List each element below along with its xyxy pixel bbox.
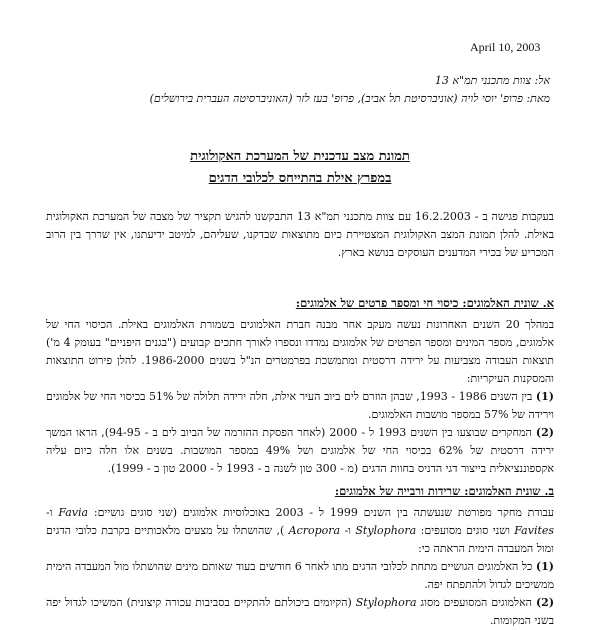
memo-title-line-2: במפרץ אילת בהתייחס לכלובי הדגים bbox=[208, 171, 392, 186]
item-number: (1) bbox=[535, 390, 554, 403]
item-text: האלמוגים המסועפים מסוג bbox=[420, 596, 533, 609]
memo-title-line-1: תמונת מצב עדכנית של המערכת האקולוגית bbox=[190, 149, 410, 164]
item-number: (1) bbox=[535, 560, 555, 573]
item-text: כל האלמוגים הגושיים מתחת לכלובי הדגים מתו לאחר 6 חודשים בעוד שאותם מינים שהושתלו מול המעבדה הימית ממשיכים לגדול ולהתפתח יפה. bbox=[46, 560, 554, 591]
memo-date: April 10, 2003 bbox=[470, 40, 541, 54]
item-text: (הקיומים ביכולתם להתקיים בסביבות עכורה קיצונית) המשיכו לגדול יפה בשני המקומות. bbox=[46, 596, 554, 627]
genus-name: Favia bbox=[58, 506, 89, 519]
genus-name: Acropora bbox=[288, 524, 341, 537]
section-b-text-post: ), שהושתלו על מצעים מלאכותיים בקרבת כלובי הדגים ומול המעבדה הימית הראתה כי: bbox=[46, 524, 554, 555]
genus-name: Stylophora bbox=[355, 524, 417, 537]
section-b-text-pre: עבודת מחקר מפורטת שנעשתה בין השנים 1999 ל - 2003 באוכלוסיות אלמוגים (שני סוגים גושיים: bbox=[93, 506, 554, 519]
section-a-heading: א. שונית האלמוגים: כיסוי חי ומספר פרטים של אלמוגים: bbox=[295, 296, 554, 310]
item-text: המחקרים שבוצעו בין השנים 1993 ל - 2000 (לאחר הפסקת ההזרמה של הביוב לים ב - 94-95), הראו המשך ירידה דרסטית של 62% בכיסוי החי של אלמוגים ושל 49% במספר המושבות. בשנים אלו חלה כיום עליה אקספוננציאלית בייצור דגי הדניס בחוות הדגים (מ - 300 טון לשנה ב - 1993 ל - 2000 טון ב - 1999). bbox=[46, 426, 554, 475]
intro-paragraph: בעקבות פגישה ב - 16.2.2003 עם צוות מתכנני תמ"א 13 התבקשנו להגיש תקציר של מצבה של המערכת האקולוגית באילת. להלן תמונת המצב האקולוגית המצטיירת כיום מתוצאות שבדקנו, שעליהם, למיטב ידיעתנו, אין שררך בין הרוב המכריע של בכירי המדענים העוסקים בנושא בארץ. bbox=[46, 210, 554, 259]
section-a-intro: במהלך 20 השנים האחרונות נעשה מעקב אחר מבנה חברת האלמוגים בשמורת האלמוגים באילת. הכיסוי החי של אלמוגים, מספר המינים ומספר הפרטים של אלמוגים נמדדו ונספרו לאורך חתכים קבועים ("בגנים היפניים" בעומק 4 מ') תוצאות העבודה מצביעות על ירידה דרסטית ומתמשכת בפרמטרים הנ"ל בשנים 1986-2000. להלן פירוט התוצאות והמסקנות העיקריות: bbox=[46, 318, 554, 385]
section-b-intro: עבודת מחקר מפורטת שנעשתה בין השנים 1999 ל - 2003 באוכלוסיות אלמוגים (שני סוגים גושיים: Favia ו- Favites ושני סוגים מסועפים: Stylophora ו- Acropora ), שהושתלו על מצעים מלאכותיים בקרבת כלובי הדגים ומול המעבדה הימית הראתה כי: bbox=[46, 506, 555, 555]
memo-from-line: מאת: פרופ' יוסי לויה (אוניברסיטת תל אביב), פרופ' בעז לזר (האוניברסיטה העברית בירושלים) bbox=[149, 92, 550, 105]
section-a-item-2 bbox=[46, 424, 554, 478]
item-number: (2) bbox=[535, 596, 555, 609]
genus-name: Favites bbox=[514, 524, 555, 537]
section-b-item-2 bbox=[46, 594, 554, 630]
section-a-item-1 bbox=[46, 388, 554, 424]
section-a-body bbox=[46, 316, 554, 478]
section-b-body bbox=[46, 504, 554, 630]
genus-name: Stylophora bbox=[355, 596, 417, 609]
section-b-text-mid: ושני סוגים מסועפים: bbox=[420, 524, 510, 537]
section-b-heading: ב. שונית האלמוגים: שרידות ורבייה של אלמוגים: bbox=[334, 484, 554, 498]
item-number: (2) bbox=[535, 426, 555, 439]
section-b-item-1 bbox=[46, 558, 554, 594]
memo-to-line: אל: צוות מתכנני תמ"א 13 bbox=[434, 74, 550, 87]
item-text: בין השנים 1986 - 1993, שבהן הוזרם לים ביוב העיר אילת, חלה ירידה תלולה של 51% בכיסוי החי של אלמוגים וירידה של 57% במספר מושבות האלמוגים. bbox=[46, 390, 554, 421]
